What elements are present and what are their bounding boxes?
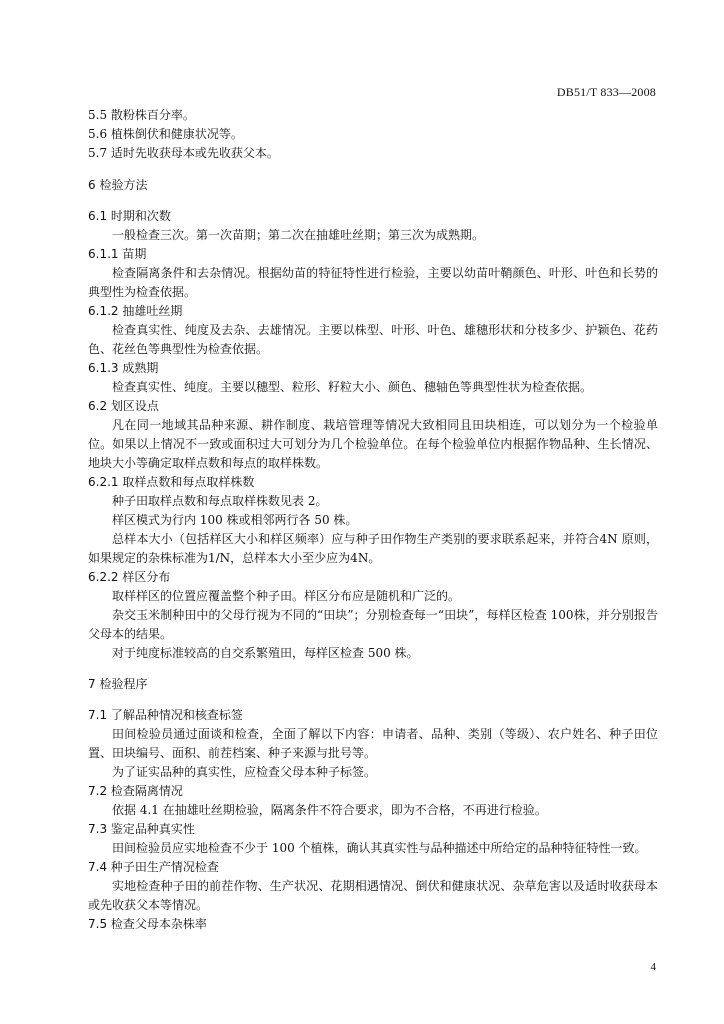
section-7-2-title: 7.2 检查隔离情况 xyxy=(88,784,183,798)
section-6-1-2-title: 6.1.2 抽雄吐丝期 xyxy=(88,304,183,318)
page-number: 4 xyxy=(650,961,656,973)
section-6-2-2-p3: 对于纯度标准较高的自交系繁殖田，每样区检查 500 株。 xyxy=(112,646,419,660)
standard-code-header: DB51/T 833—2008 xyxy=(556,85,656,99)
section-6-2-2-title: 6.2.2 样区分布 xyxy=(88,570,171,584)
section-6-1-text: 一般检查三次。第一次苗期；第二次在抽雄吐丝期；第三次为成熟期。 xyxy=(112,228,485,242)
section-6-1-3-title: 6.1.3 成熟期 xyxy=(88,361,159,375)
section-6-2-text: 凡在同一地域其品种来源、耕作制度、栽培管理等情况大致相同且田块相连，可以划分为一个检验单位。如果以上情况不一致或面积过大可划分为几个检验单位。在每个检验单位内根据作物品种、生长情况、地块大小等确定取样点数和每点的取样株数。 xyxy=(88,418,658,470)
section-7-3-title: 7.3 鉴定品种真实性 xyxy=(88,822,195,836)
section-7-1-title: 7.1 了解品种情况和核查标签 xyxy=(88,708,243,722)
document-body xyxy=(88,106,658,934)
item-5-5: 5.5 散粉株百分率。 xyxy=(88,108,195,122)
section-6-2-2-p1: 取样样区的位置应覆盖整个种子田。样区分布应是随机和广泛的。 xyxy=(112,589,461,603)
section-7-3-text: 田间检验员应实地检查不少于 100 个植株，确认其真实性与品种描述中所给定的品种特征特性一致。 xyxy=(112,841,647,855)
section-7-title: 7 检验程序 xyxy=(88,677,148,691)
section-6-2-1-p1: 种子田取样点数和每点取样株数见表 2。 xyxy=(112,494,328,508)
section-6-2-1-title: 6.2.1 取样点数和每点取样株数 xyxy=(88,475,255,489)
section-7-2-text: 依据 4.1 在抽雄吐丝期检验，隔离条件不符合要求，即为不合格，不再进行检验。 xyxy=(112,803,547,817)
section-7-1-p1: 田间检验员通过面谈和检查，全面了解以下内容：申请者、品种、类别（等级）、农户姓名、种子田位置、田块编号、面积、前茬档案、种子来源与批号等。 xyxy=(88,727,658,760)
section-6-2-title: 6.2 划区设点 xyxy=(88,399,159,413)
section-6-1-2-text: 检查真实性、纯度及去杂、去雄情况。主要以株型、叶形、叶色、雄穗形状和分枝多少、护颖色、花药色、花丝色等典型性为检查依据。 xyxy=(88,323,658,356)
section-6-2-1-p3: 总样本大小（包括样区大小和样区频率）应与种子田作物生产类别的要求联系起来，并符合4N 原则，如果规定的杂株标准为1/N，总样本大小至少应为4N。 xyxy=(88,532,658,565)
section-7-5-title: 7.5 检查父母本杂株率 xyxy=(88,917,207,931)
section-6-2-2-p2: 杂交玉米制种田中的父母行视为不同的“田块”；分别检查每一“田块”，每样区检查 100株，并分别报告父母本的结果。 xyxy=(88,608,658,641)
item-5-7: 5.7 适时先收获母本或先收获父本。 xyxy=(88,146,279,160)
section-6-1-3-text: 检查真实性、纯度。主要以穗型、粒形、籽粒大小、颜色、穗轴色等典型性状为检查依据。 xyxy=(112,380,593,394)
section-6-1-1-text: 检查隔离条件和去杂情况。根据幼苗的特征特性进行检验，主要以幼苗叶鞘颜色、叶形、叶色和长势的典型性为检查依据。 xyxy=(88,266,658,299)
section-7-4-title: 7.4 种子田生产情况检查 xyxy=(88,860,219,874)
section-6-2-1-p2: 样区模式为行内 100 株或相邻两行各 50 株。 xyxy=(112,513,358,527)
section-6-1-1-title: 6.1.1 苗期 xyxy=(88,247,147,261)
section-6-1-title: 6.1 时期和次数 xyxy=(88,209,171,223)
item-5-6: 5.6 植株倒伏和健康状况等。 xyxy=(88,127,243,141)
section-6-title: 6 检验方法 xyxy=(88,178,148,192)
section-7-1-p2: 为了证实品种的真实性，应检查父母本种子标签。 xyxy=(112,765,377,779)
section-7-4-text: 实地检查种子田的前茬作物、生产状况、花期相遇情况、倒伏和健康状况、杂草危害以及适时收获母本或先收获父本等情况。 xyxy=(88,879,658,912)
